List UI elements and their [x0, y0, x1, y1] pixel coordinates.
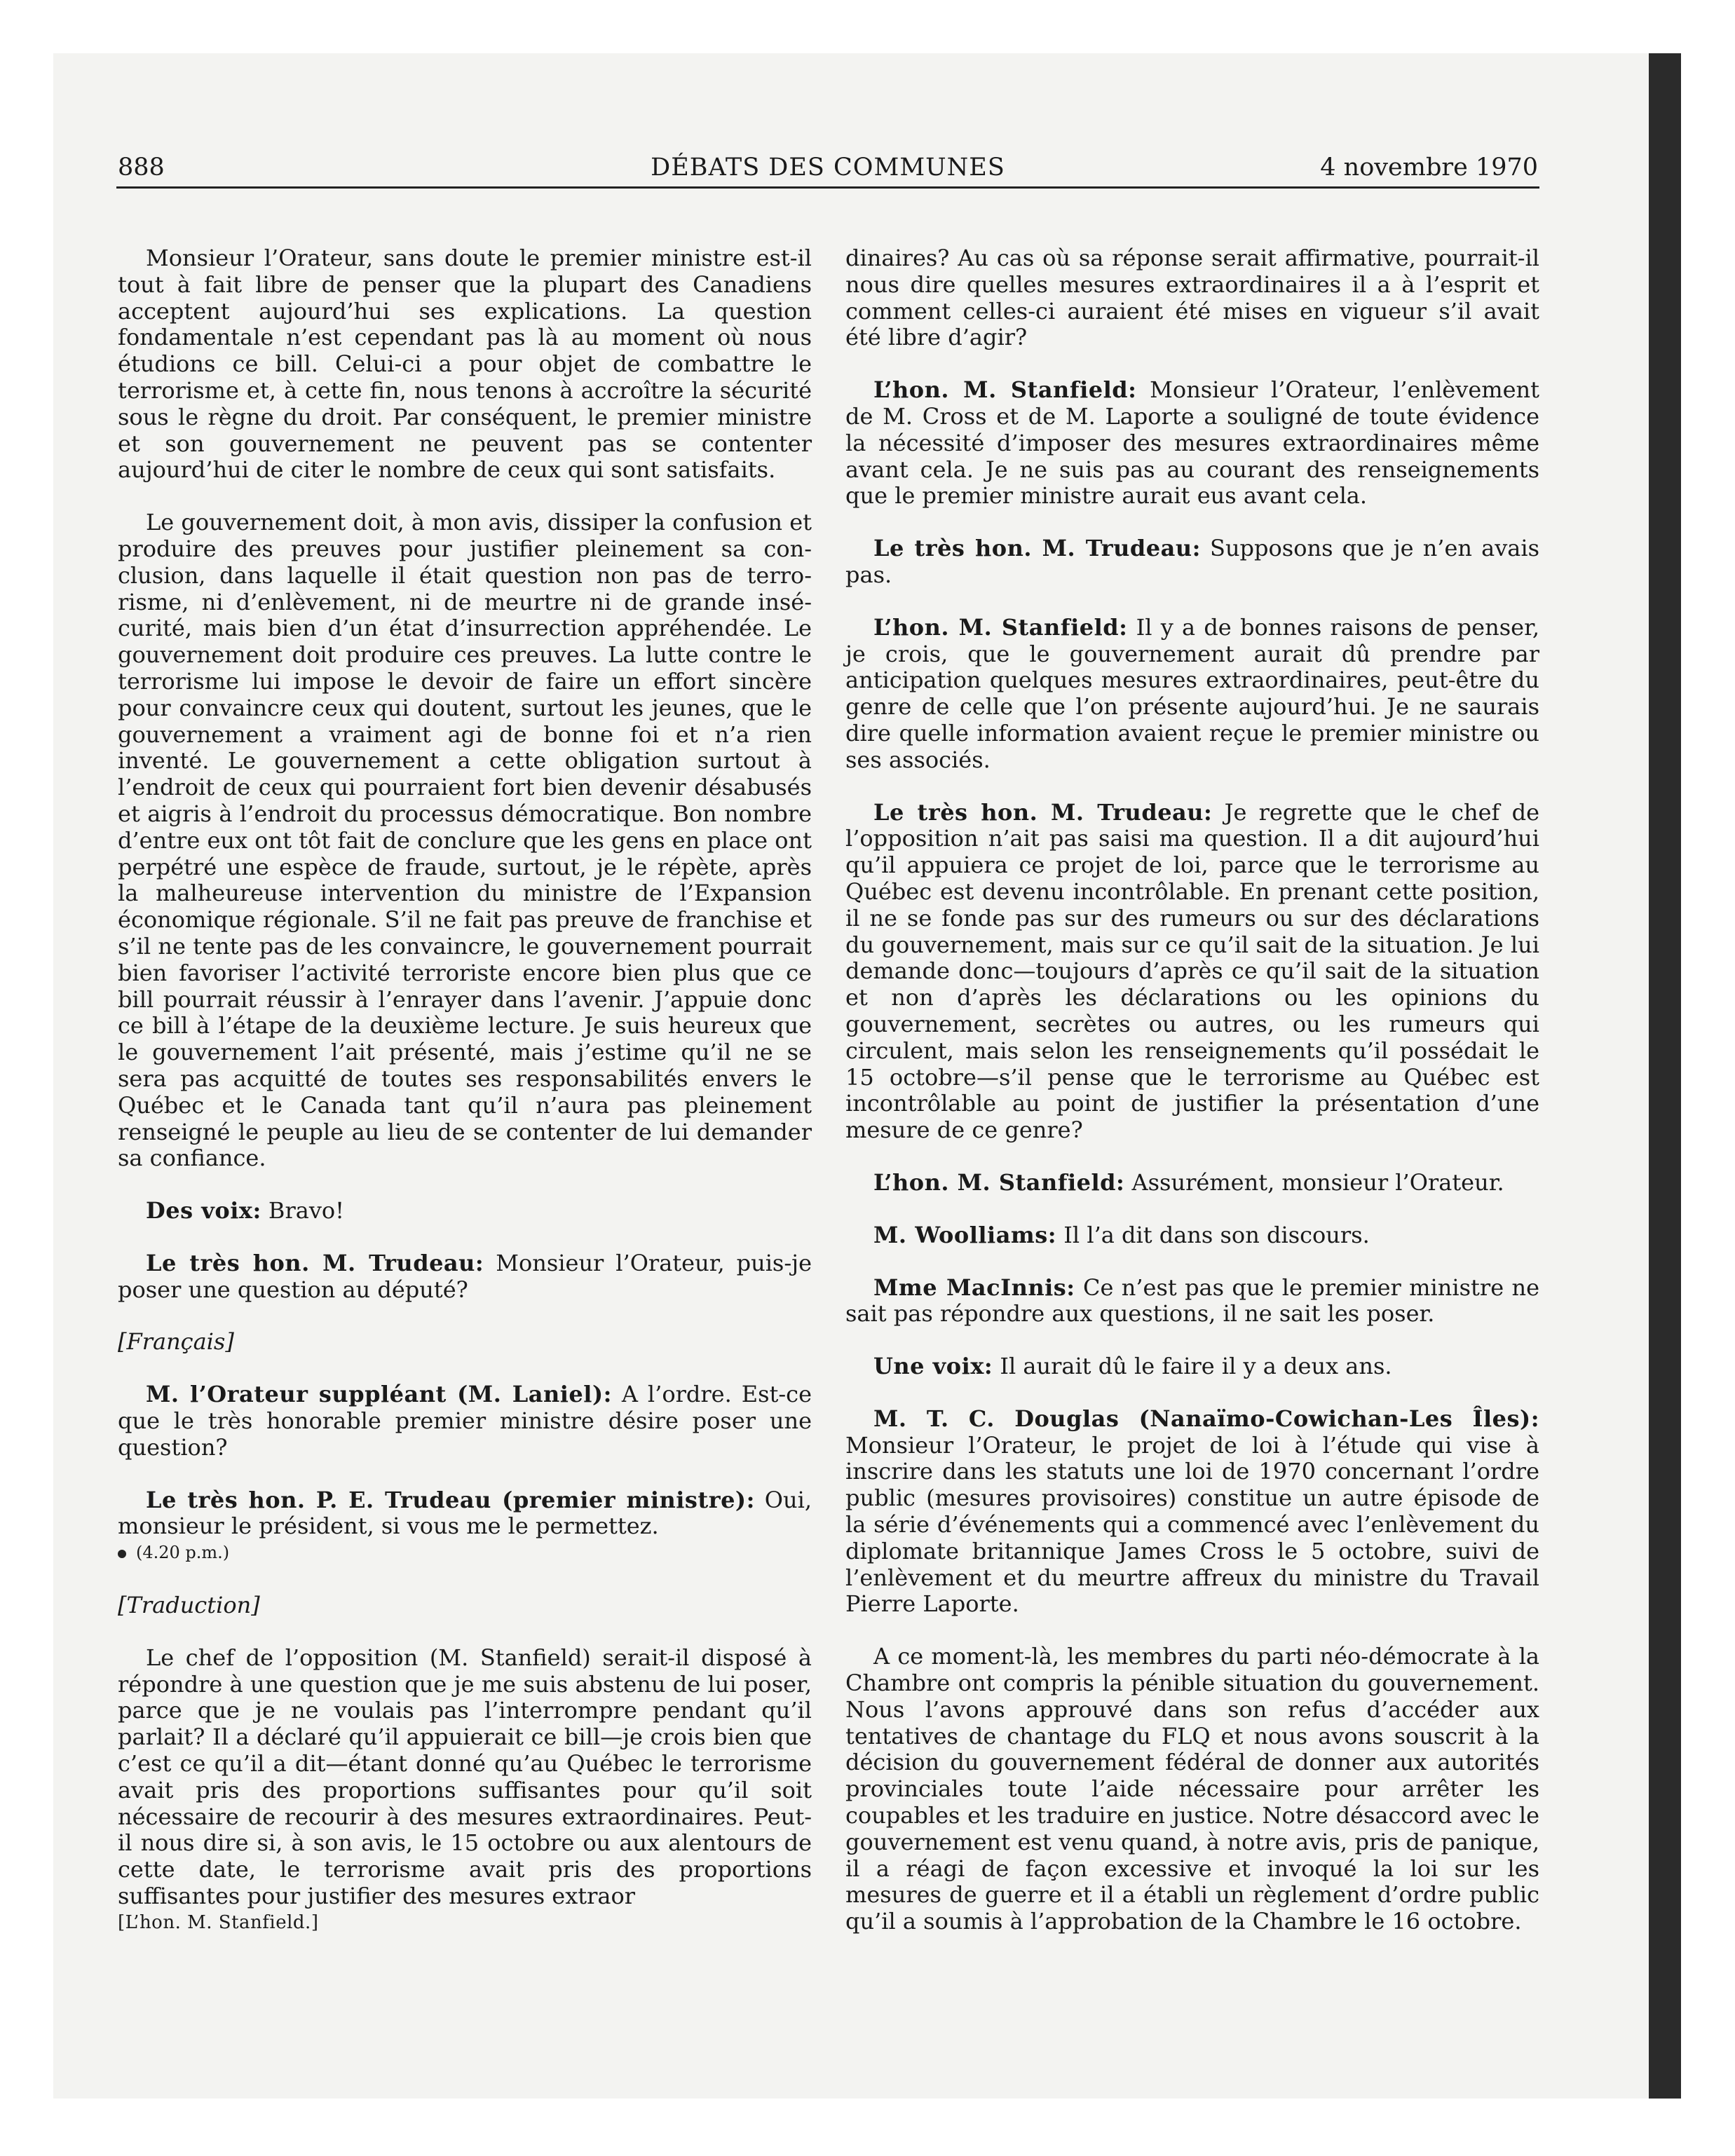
- speech: [845, 615, 1539, 774]
- paragraph: dinaires? Au cas où sa réponse serait affirmative, pourrait-il nous dire quelles mesures extraordinaires il a à l’esprit et comment celles-ci auraient été mises en vigueur s’il avait été libre d’agir?: [845, 245, 1539, 351]
- time-text: (4.20 p.m.): [136, 1543, 230, 1563]
- language-marker: [Français]: [118, 1328, 234, 1356]
- page-date: 4 novembre 1970: [1320, 153, 1538, 182]
- bullet-icon: [118, 1550, 126, 1558]
- speech-text: Monsieur l’Orateur, puis-je poser une question au député?: [118, 1249, 812, 1303]
- speech: [118, 1198, 812, 1224]
- speech: [118, 1487, 812, 1541]
- speaker: L’hon. M. Stanfield:: [873, 1168, 1125, 1196]
- speech-text: Ce n’est pas que le premier ministre ne sait pas répondre aux questions, il ne sait les poser.: [845, 1274, 1540, 1328]
- page-header: [118, 150, 1538, 185]
- speech: [845, 1170, 1539, 1196]
- speech-text: Supposons que je n’en avais pas.: [845, 535, 1540, 588]
- speech: [118, 1381, 812, 1461]
- journal-title: DÉBATS DES COMMUNES: [651, 153, 1005, 182]
- paragraph: A ce moment-là, les membres du parti néo-démocrate à la Chambre ont compris la pénible situation du gouvernement. Nous l’avons approuvé dans son refus d’accéder aux tentatives de chantage du FLQ et nous avons souscrit à la décision du gouvernement fédéral de donner aux autorités provinciales toute l’aide nécessaire pour arrêter les coupables et les traduire en justice. Notre désaccord avec le gouvernement est venu quand, à notre avis, pris de panique, il a réagi de façon excessive et invoqué la loi sur les mesures de guerre et il a établi un règlement d’ordre public qu’il a soumis à l’approbation de la Chambre le 16 octobre.: [845, 1643, 1539, 1935]
- language-marker: [Traduction]: [118, 1592, 260, 1619]
- speaker: L’hon. M. Stanfield:: [873, 376, 1137, 404]
- speech-text: Monsieur l’Orateur, le projet de loi à l’étude qui vise à inscrire dans les statuts une loi de 1970 concernant l’ordre public (mesures provisoires) constitue un autre épisode de la série d’événements qui a commencé avec l’enlèvement du diplomate britannique James Cross le 5 octobre, suivi de l’enlèvement et du meurtre affreux du ministre du Travail Pierre Laporte.: [845, 1431, 1539, 1618]
- speech-text: Il y a de bonnes raisons de penser, je crois, que le gouvernement aurait dû prendre par anticipation quelques mesures extraordinaires, peut-être du genre de celle que l’on présente aujourd’hui. Je ne saurais dire quelle information avaient reçue le premier ministre ou ses associés.: [845, 613, 1540, 773]
- speech: [845, 1406, 1539, 1618]
- paragraph: Le chef de l’opposition (M. Stanfield) serait-il disposé à répondre à une question que je me suis abstenu de lui poser, parce que je ne voulais pas l’interrompre pendant qu’il parlait? Il a déclaré qu’il appuierait ce bill—je crois bien que c’est ce qu’il a dit—étant donné qu’au Québec le terrorisme avait pris des proportions suffisantes pour qu’il soit nécessaire de recourir à des mesures extraordinaires. Peut-il nous dire si, à son avis, le 15 octobre ou aux alentours de cette date, le terrorisme avait pris des proportions suffisantes pour justifier des mesures extraor: [118, 1644, 812, 1910]
- speech: [118, 1250, 812, 1304]
- speaker: Le très hon. M. Trudeau:: [146, 1249, 484, 1276]
- speech: [845, 800, 1539, 1144]
- speech: [845, 1353, 1539, 1380]
- right-column: [845, 245, 1539, 1961]
- speech-text: Oui, monsieur le président, si vous me le permettez.: [118, 1486, 812, 1540]
- speaker: L’hon. M. Stanfield:: [873, 613, 1128, 641]
- paragraph: Monsieur l’Orateur, sans doute le premier ministre est-il tout à fait libre de penser que la plupart des Canadiens acceptent aujourd’hui ses explications. La question fondamentale n’est cependant pas là au moment où nous étudions ce bill. Celui-ci a pour objet de combattre le terrorisme et, à cette fin, nous tenons à accroître la sécurité sous le règne du droit. Par conséquent, le premier ministre et son gouvernement ne peuvent pas se contenter aujourd’hui de citer le nombre de ceux qui sont satisfaits.: [118, 245, 812, 484]
- speaker: M. Woolliams:: [873, 1221, 1057, 1248]
- speaker: Des voix:: [146, 1197, 261, 1224]
- footnote: [L’hon. M. Stanfield.]: [118, 1911, 319, 1933]
- speech-text: Il l’a dit dans son discours.: [1063, 1221, 1370, 1248]
- speaker: Le très hon. M. Trudeau:: [873, 535, 1201, 562]
- speech-text: Il aurait dû le faire il y a deux ans.: [1000, 1353, 1392, 1380]
- speaker: M. T. C. Douglas (Nanaïmo-Cowichan-Les Îles):: [873, 1405, 1539, 1432]
- speaker: Le très hon. M. Trudeau:: [873, 798, 1213, 826]
- page-number: 888: [118, 153, 165, 182]
- header-rule: [116, 186, 1539, 189]
- left-column: [118, 245, 812, 1963]
- paragraph: Le gouvernement doit, à mon avis, dissiper la confusion et produire des preuves pour justifier pleinement sa conclusion, dans laquelle il était question non pas de terrorisme, ni d’enlèvement, ni de meurtre ni de grande insécurité, mais bien d’un état d’insurrection appréhendée. Le gouvernement doit produire ces preuves. La lutte contre le terrorisme lui impose le devoir de faire un effort sincère pour convaincre ceux qui doutent, surtout les jeunes, que le gouvernement a vraiment agi de bonne foi et n’a rien inventé. Le gouvernement a cette obligation surtout à l’endroit de ceux qui pourraient fort bien devenir désabusés et aigris à l’endroit du processus démocratique. Bon nombre d’entre eux ont tôt fait de conclure que les gens en place ont perpétré une espèce de fraude, surtout, je le répète, après la malheureuse intervention du ministre de l’Expansion économique régionale. S’il ne fait pas preuve de franchise et s’il ne tente pas de les convaincre, le gouvernement pourrait bien favoriser l’activité terroriste encore bien plus que ce bill pourrait réussir à l’enrayer dans l’avenir. J’appuie donc ce bill à l’étape de la deuxième lecture. Je suis heureux que le gouvernement l’ait présenté, mais j’estime qu’il ne se sera pas acquitté de toutes ses responsabilités envers le Québec et le Canada tant qu’il n’aura pas pleinement renseigné le peuple au lieu de se contenter de lui demander sa confiance.: [118, 509, 812, 1172]
- speaker: Mme MacInnis:: [873, 1274, 1075, 1301]
- speaker: M. l’Orateur suppléant (M. Laniel):: [146, 1381, 612, 1408]
- speech: [845, 1275, 1539, 1328]
- speech-text: Bravo!: [268, 1197, 345, 1224]
- time-stamp: [118, 1540, 812, 1567]
- page-binding-edge: [1649, 53, 1681, 2099]
- speech-text: Je regrette que le chef de l’opposition n’ait pas saisi ma question. Il a dit aujourd’hui qu’il appuiera ce projet de loi, parce que le terrorisme au Québec est devenu incontrôlable. En prenant cette position, il ne se fonde pas sur des rumeurs ou sur des déclarations du gouvernement, mais sur ce qu’il sait de la situation. Je lui demande donc—toujours d’après ce qu’il sait de la situation et non d’après les déclarations ou les opinions du gouvernement, secrètes ou autres, ou les rumeurs qui circulent, mais selon les renseignements qu’il possédait le 15 octobre—s’il pense que le terrorisme au Québec est incontrôlable au point de justifier la présentation d’une mesure de ce genre?: [845, 798, 1540, 1144]
- speech: [845, 1222, 1539, 1249]
- speech: [845, 535, 1539, 589]
- speaker: Le très hon. P. E. Trudeau (premier ministre):: [146, 1486, 755, 1513]
- speech-text: A l’ordre. Est-ce que le très honorable premier ministre désire poser une question?: [118, 1381, 812, 1461]
- speech-text: Monsieur l’Orateur, l’enlèvement de M. Cross et de M. Laporte a souligné de toute évidence la nécessité d’imposer des mesures extraordinaires même avant cela. Je ne suis pas au courant des renseignements que le premier ministre aurait eus avant cela.: [845, 376, 1539, 510]
- speaker: Une voix:: [873, 1353, 993, 1380]
- speech-text: Assurément, monsieur l’Orateur.: [1131, 1168, 1504, 1196]
- speech: [845, 377, 1539, 510]
